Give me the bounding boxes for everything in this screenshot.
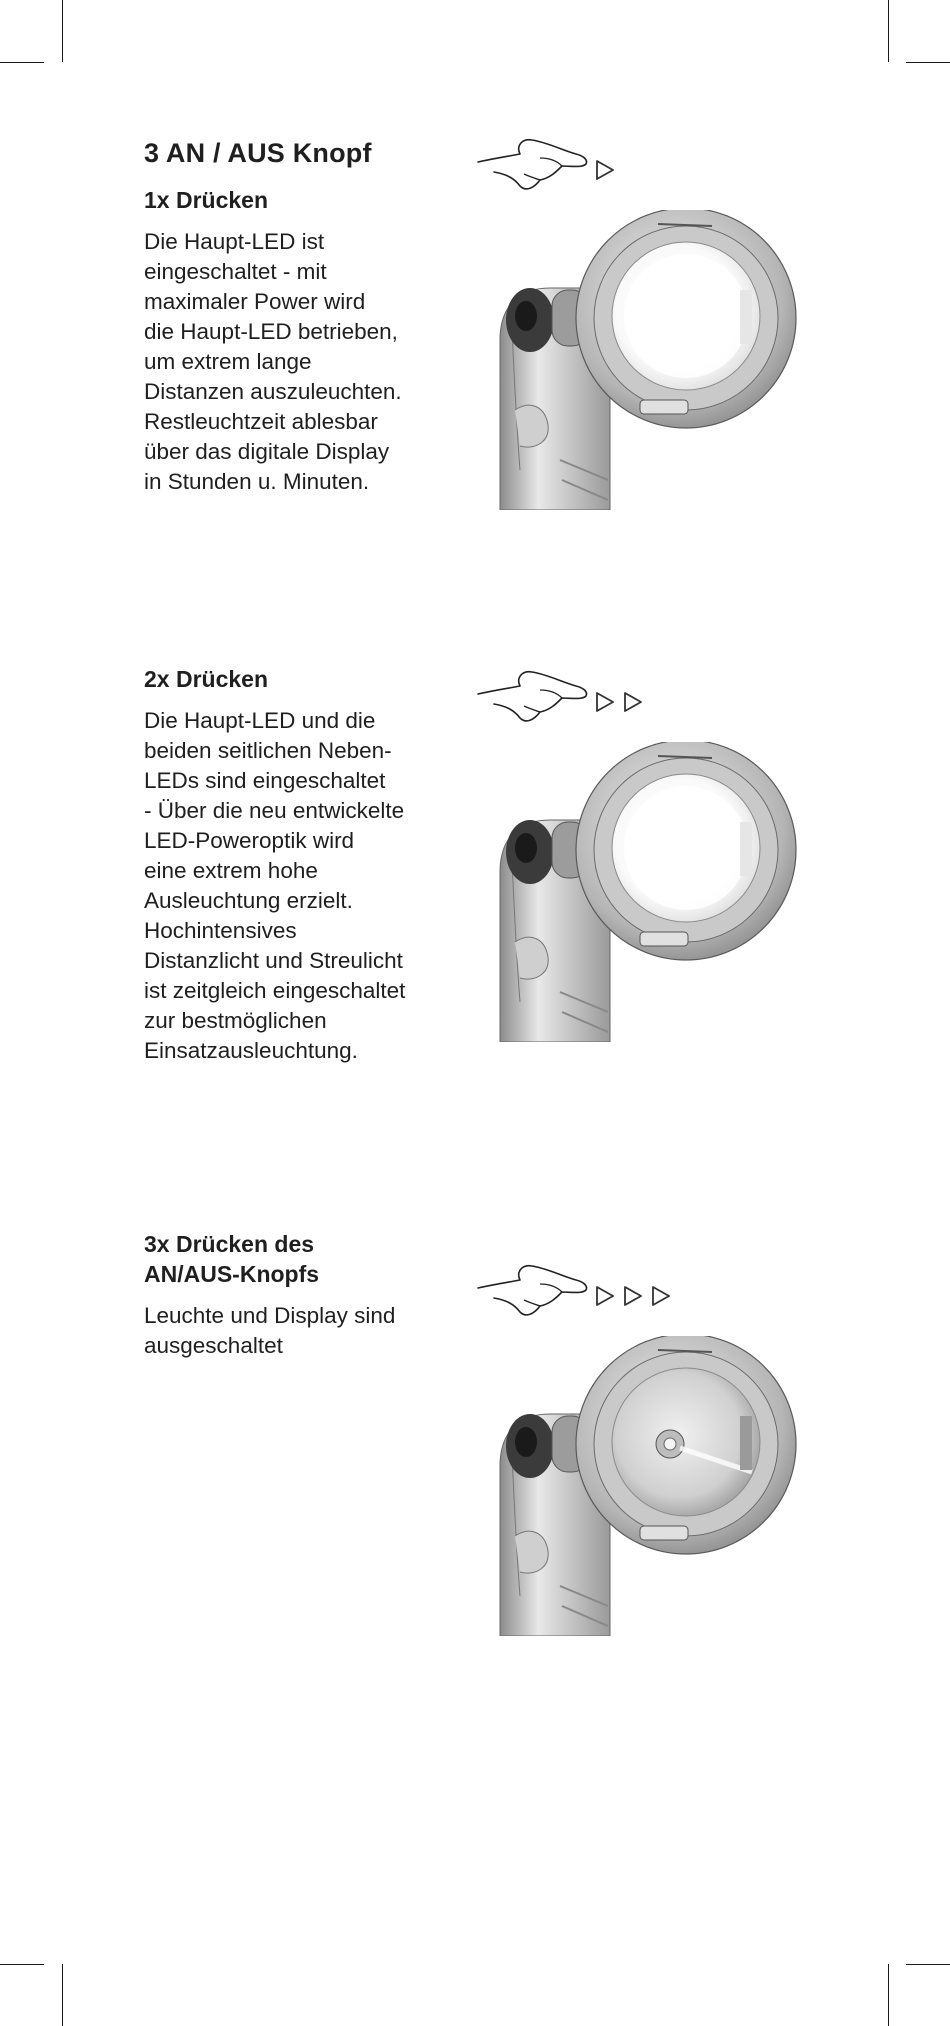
pointing-hand-icon [476,1254,596,1324]
section-body: Die Haupt-LED und die beiden seitlichen Neben- LEDs sind eingeschaltet - Über die neu entwickelte LED-Poweroptik wird eine extrem hohe Ausleuchtung erzielt. Hochintensives Distanzlicht und Streulicht ist zeitgleich eingeschaltet zur bestmöglichen Einsatzausleuchtung. [144,708,406,1063]
flashlight-illustration [490,742,810,1042]
crop-mark-top-left-h [0,62,44,63]
crop-mark-bottom-left-h [0,1964,44,1965]
section-2-text [144,664,444,1066]
section-title: 2x Drücken [144,666,269,692]
crop-mark-bottom-right-h [906,1964,950,1965]
play-triangle-icon [594,1284,616,1308]
flashlight-illustration [490,210,810,510]
crop-mark-top-left-v [62,0,63,62]
section-body: Die Haupt-LED ist eingeschaltet - mit maximaler Power wird die Haupt-LED betrieben, um extrem lange Distanzen auszuleuchten. Restleuchtzeit ablesbar über das digitale Display in Stunden u. Minuten. [144,229,402,494]
section-title: 1x Drücken [144,187,269,213]
flashlight-illustration [490,1336,810,1636]
crop-mark-bottom-left-v [62,1964,63,2026]
section-body: Leuchte und Display sind ausgeschaltet [144,1303,396,1358]
section-1-text [144,138,444,497]
pointing-hand-icon [476,128,596,198]
page-title: 3 AN / AUS Knopf [144,138,372,168]
crop-mark-top-right-h [906,62,950,63]
section-3-text [144,1229,444,1361]
crop-mark-bottom-right-v [888,1964,889,2026]
section-title: 3x Drücken des AN/AUS-Knopfs [144,1231,320,1287]
play-triangle-icon [622,690,644,714]
pointing-hand-icon [476,660,596,730]
play-triangle-icon [594,158,616,182]
play-triangle-icon [622,1284,644,1308]
crop-mark-top-right-v [888,0,889,62]
play-triangle-icon [594,690,616,714]
play-triangle-icon [650,1284,672,1308]
